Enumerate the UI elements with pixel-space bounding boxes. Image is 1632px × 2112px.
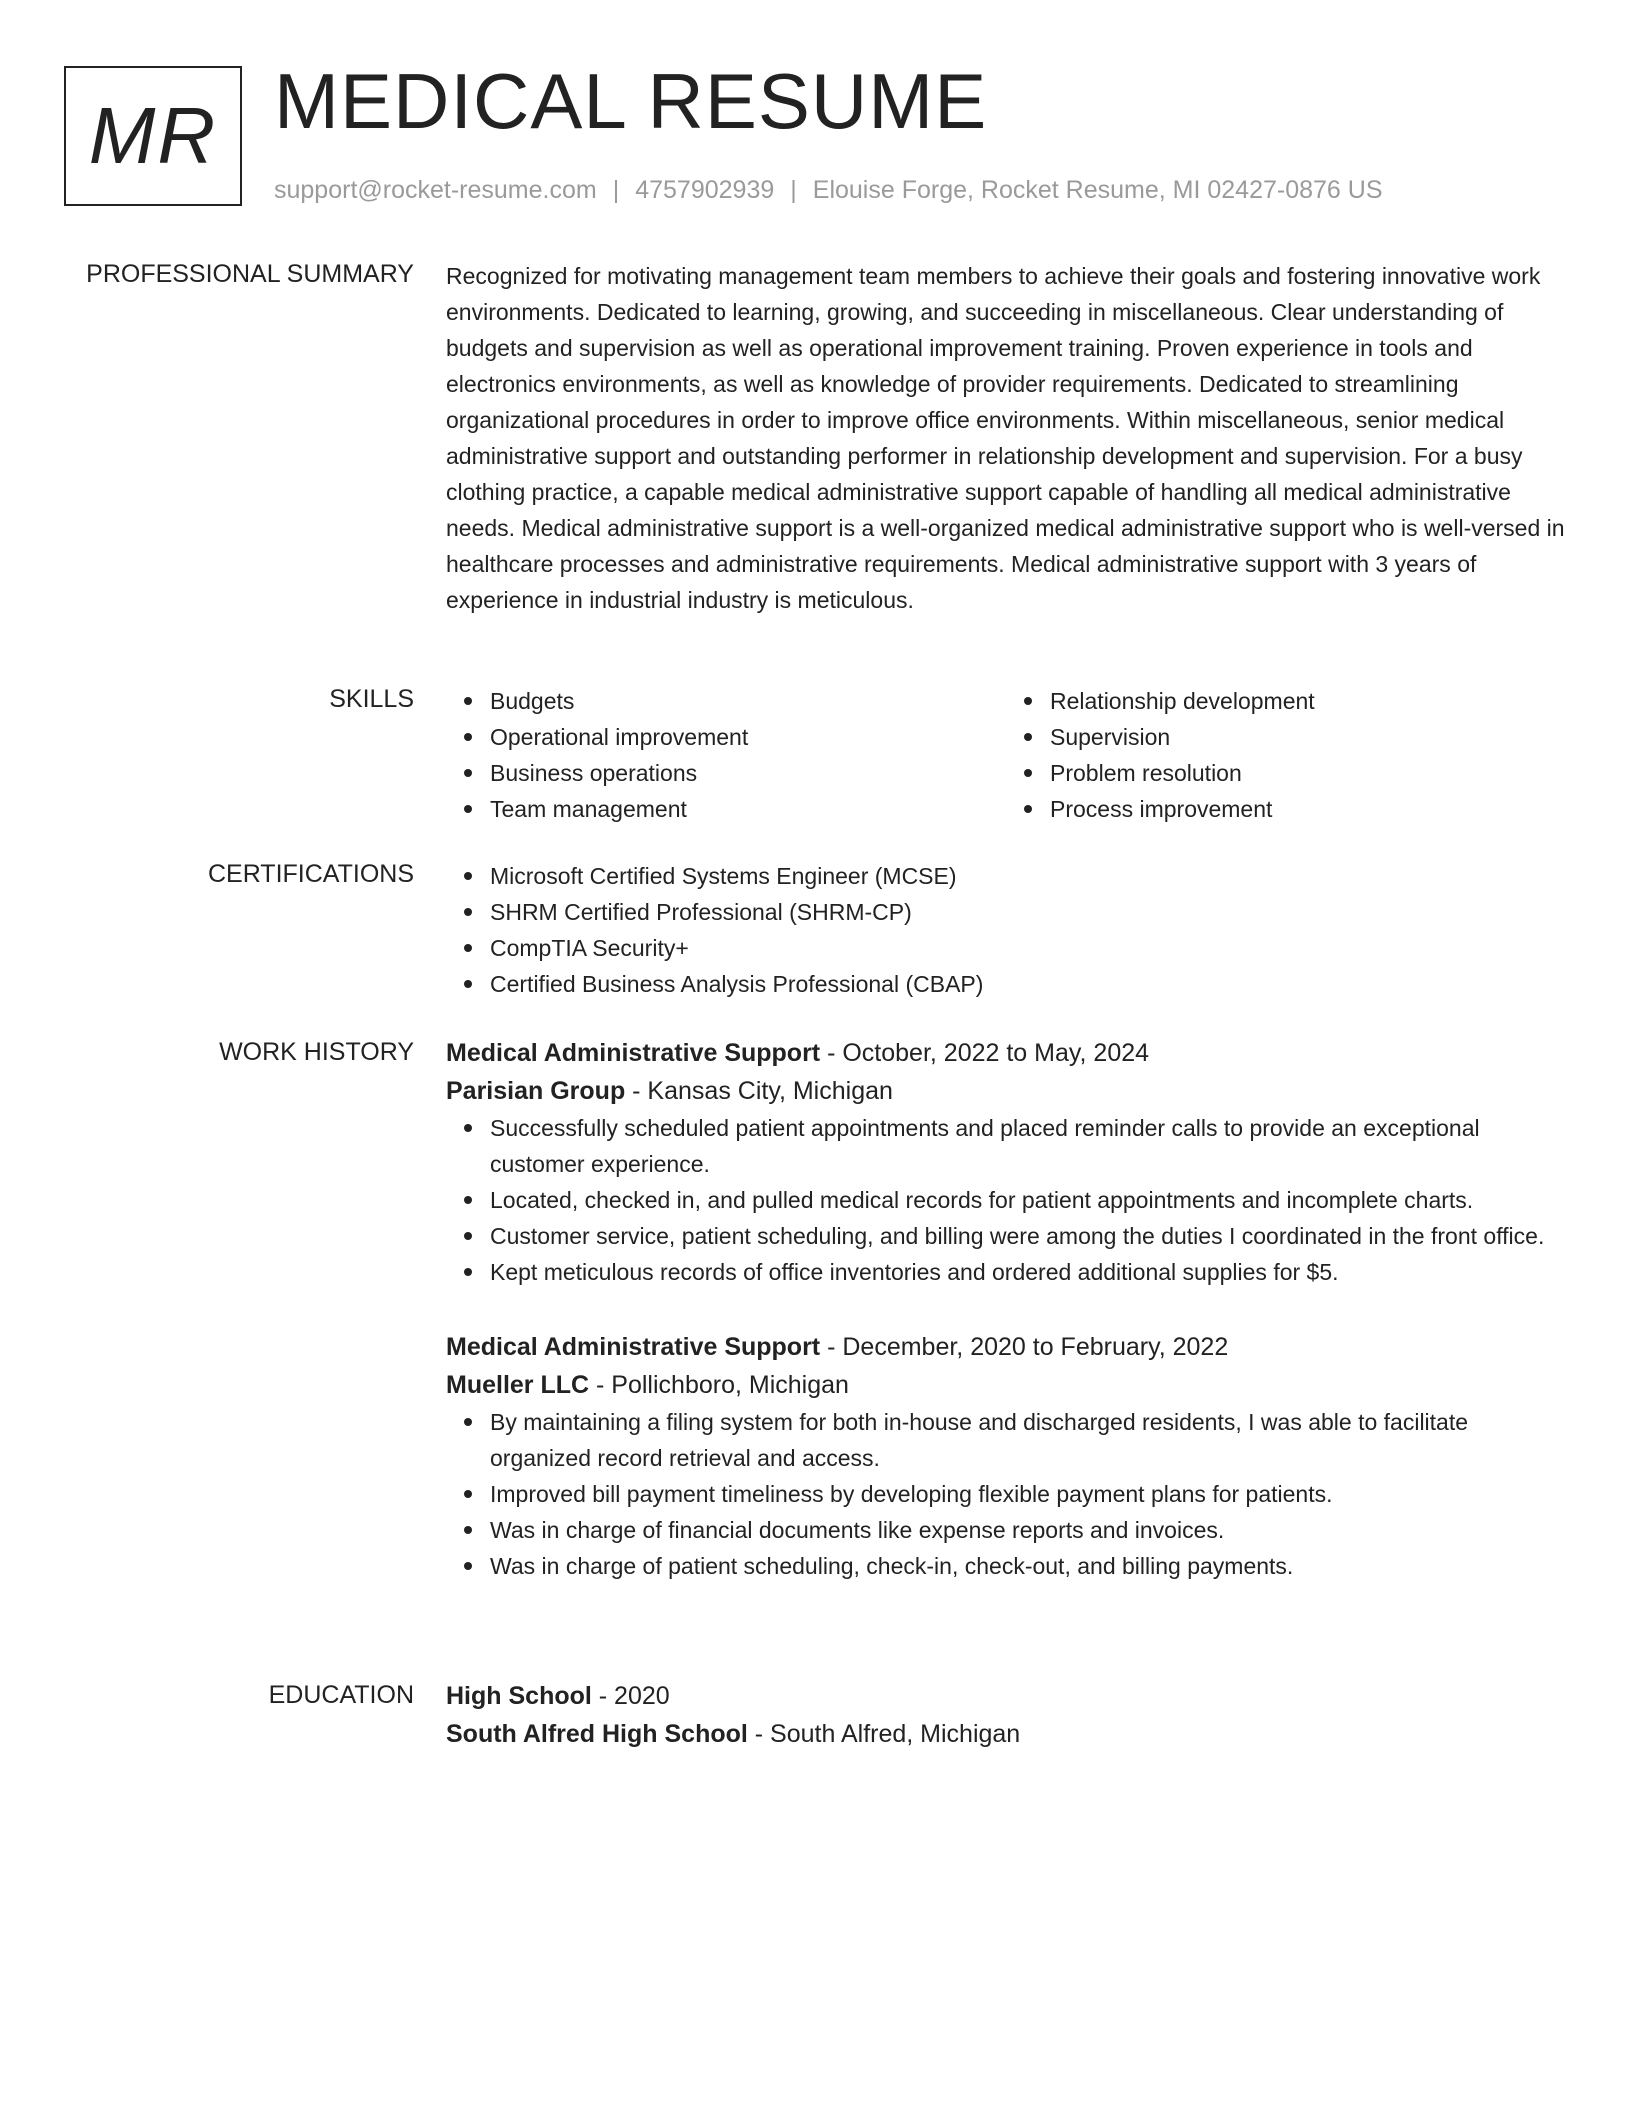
contact-separator: | (612, 176, 620, 204)
list-item: Located, checked in, and pulled medical records for patient appointments and incomplete charts. (490, 1182, 1566, 1218)
list-item: Improved bill payment timeliness by developing flexible payment plans for patients. (490, 1476, 1566, 1512)
list-item: Was in charge of patient scheduling, check-in, check-out, and billing payments. (490, 1548, 1566, 1584)
contact-email: support@rocket-resume.com (274, 176, 597, 204)
work-body (446, 1034, 1566, 1584)
job-entry (446, 1328, 1566, 1584)
summary-body (446, 258, 1566, 618)
education-degree-line (446, 1677, 1566, 1715)
list-item: CompTIA Security+ (490, 930, 1566, 966)
job-company: Parisian Group (446, 1077, 626, 1105)
job-dates: - December, 2020 to February, 2022 (820, 1333, 1229, 1361)
list-item: Was in charge of financial documents like expense reports and invoices. (490, 1512, 1566, 1548)
list-item: SHRM Certified Professional (SHRM-CP) (490, 894, 1566, 930)
list-item: Operational improvement (490, 719, 1006, 755)
job-title: Medical Administrative Support (446, 1333, 821, 1361)
list-item: Problem resolution (1050, 755, 1566, 791)
monogram-logo: MR (64, 66, 242, 206)
skills-grid (446, 683, 1566, 827)
education-degree: High School (446, 1682, 592, 1710)
summary-text: Recognized for motivating management team members to achieve their goals and fostering innovative work environments. Dedicated to learning, growing, and succeeding in miscellaneous. Clear understanding of budgets and supervision as well as operational improvement training. Proven experience in tools and electronics environments, as well as knowledge of provider requirements. Dedicated to streamlining organizational procedures in order to improve office environments. Within miscellaneous, senior medical administrative support and outstanding performer in relationship development and supervision. For a busy clothing practice, a capable medical administrative support capable of handling all medical administrative needs. Medical administrative support is a well-organized medical administrative support who is well-versed in healthcare processes and administrative requirements. Medical administrative support with 3 years of experience in industrial industry is meticulous. (446, 263, 1565, 613)
list-item: Kept meticulous records of office inventories and ordered additional supplies for $5. (490, 1254, 1566, 1290)
contact-line (274, 174, 1383, 206)
certifications-list (446, 858, 1566, 1002)
job-title-line (446, 1328, 1566, 1366)
contact-separator: | (790, 176, 797, 204)
job-location: - Kansas City, Michigan (625, 1077, 893, 1105)
skills-body (446, 683, 1566, 827)
section-label-skills: SKILLS (329, 685, 414, 713)
list-item: Successfully scheduled patient appointments and placed reminder calls to provide an exceptional customer experience. (490, 1110, 1566, 1182)
job-location: - Pollichboro, Michigan (589, 1371, 849, 1399)
education-year: - 2020 (591, 1682, 670, 1710)
list-item: Microsoft Certified Systems Engineer (MCSE) (490, 858, 1566, 894)
list-item: Team management (490, 791, 1006, 827)
list-item: Budgets (490, 683, 1006, 719)
job-bullets (446, 1404, 1566, 1584)
list-item: Process improvement (1050, 791, 1566, 827)
job-company-line (446, 1366, 1566, 1404)
page-title: MEDICAL RESUME (274, 57, 988, 145)
job-dates: - October, 2022 to May, 2024 (820, 1039, 1150, 1067)
skills-list-right (1006, 683, 1566, 827)
certifications-body (446, 858, 1566, 1002)
education-location: - South Alfred, Michigan (747, 1720, 1021, 1748)
list-item: Relationship development (1050, 683, 1566, 719)
section-label-education: EDUCATION (268, 1681, 414, 1709)
list-item: Certified Business Analysis Professional (CBAP) (490, 966, 1566, 1002)
contact-address: Elouise Forge, Rocket Resume, MI 02427-0876 US (812, 176, 1383, 204)
job-company: Mueller LLC (446, 1371, 590, 1399)
education-school-line (446, 1715, 1566, 1753)
list-item: Business operations (490, 755, 1006, 791)
list-item: Supervision (1050, 719, 1566, 755)
list-item: By maintaining a filing system for both in-house and discharged residents, I was able to facilitate organized record retrieval and access. (490, 1404, 1566, 1476)
job-title: Medical Administrative Support (446, 1039, 821, 1067)
education-school: South Alfred High School (446, 1720, 748, 1748)
section-label-work: WORK HISTORY (219, 1038, 414, 1066)
job-title-line (446, 1034, 1566, 1072)
contact-phone: 4757902939 (635, 176, 775, 204)
job-company-line (446, 1072, 1566, 1110)
job-bullets (446, 1110, 1566, 1290)
skills-list-left (446, 683, 1006, 827)
education-body (446, 1677, 1566, 1753)
list-item: Customer service, patient scheduling, and billing were among the duties I coordinated in the front office. (490, 1218, 1566, 1254)
section-label-certifications: CERTIFICATIONS (207, 860, 414, 888)
job-entry (446, 1034, 1566, 1290)
section-label-summary: PROFESSIONAL SUMMARY (86, 260, 414, 288)
